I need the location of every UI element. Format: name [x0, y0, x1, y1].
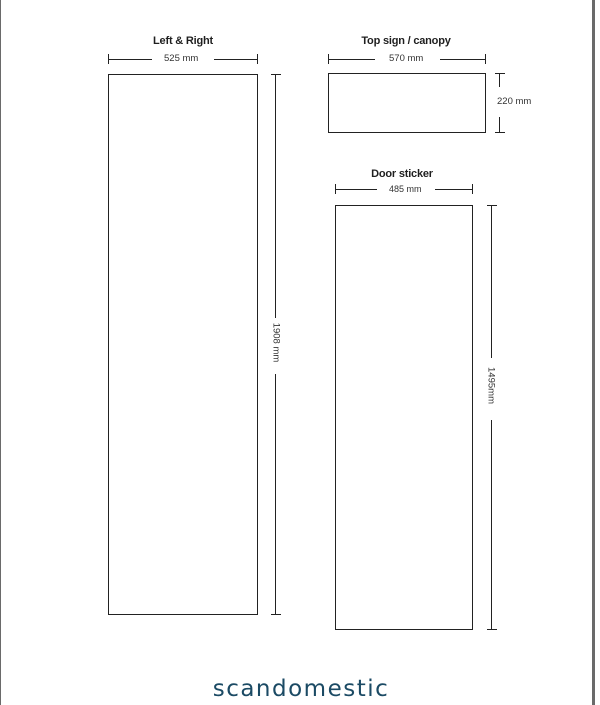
dimension-tick	[495, 132, 505, 133]
left-right-width-label: 525 mm	[164, 53, 199, 64]
dimension-tick	[257, 54, 258, 64]
door-sticker-title: Door sticker	[371, 168, 433, 180]
top-sign-panel	[328, 73, 486, 133]
left-right-height-label: 1908 mm	[270, 322, 282, 363]
dimension-tick	[271, 74, 281, 75]
top-sign-height-label: 220 mm	[497, 96, 532, 107]
brand-logo: scandomestic	[212, 676, 390, 702]
left-right-panel	[108, 74, 258, 615]
door-sticker-width-label: 485 mm	[389, 184, 422, 194]
dimension-tick	[495, 73, 505, 74]
dimension-line	[491, 205, 492, 358]
dimension-line	[435, 189, 473, 190]
dimension-line	[491, 420, 492, 629]
dimension-tick	[472, 184, 473, 194]
dimension-line	[275, 74, 276, 318]
dimension-tick	[271, 614, 281, 615]
left-right-title: Left & Right	[153, 35, 213, 47]
dimension-line	[275, 374, 276, 614]
dimension-tick	[485, 54, 486, 64]
dimension-tick	[487, 205, 497, 206]
dimension-line	[499, 73, 500, 87]
dimension-tick	[487, 629, 497, 630]
door-sticker-height-label: 1495mm	[485, 367, 497, 404]
dimension-line	[335, 189, 377, 190]
dimension-line	[214, 59, 258, 60]
dimension-line	[108, 59, 152, 60]
top-sign-title: Top sign / canopy	[361, 35, 451, 47]
door-sticker-panel	[335, 205, 473, 630]
dimension-line	[499, 117, 500, 132]
top-sign-width-label: 570 mm	[389, 53, 424, 64]
dimension-line	[440, 59, 485, 60]
dimension-line	[328, 59, 375, 60]
